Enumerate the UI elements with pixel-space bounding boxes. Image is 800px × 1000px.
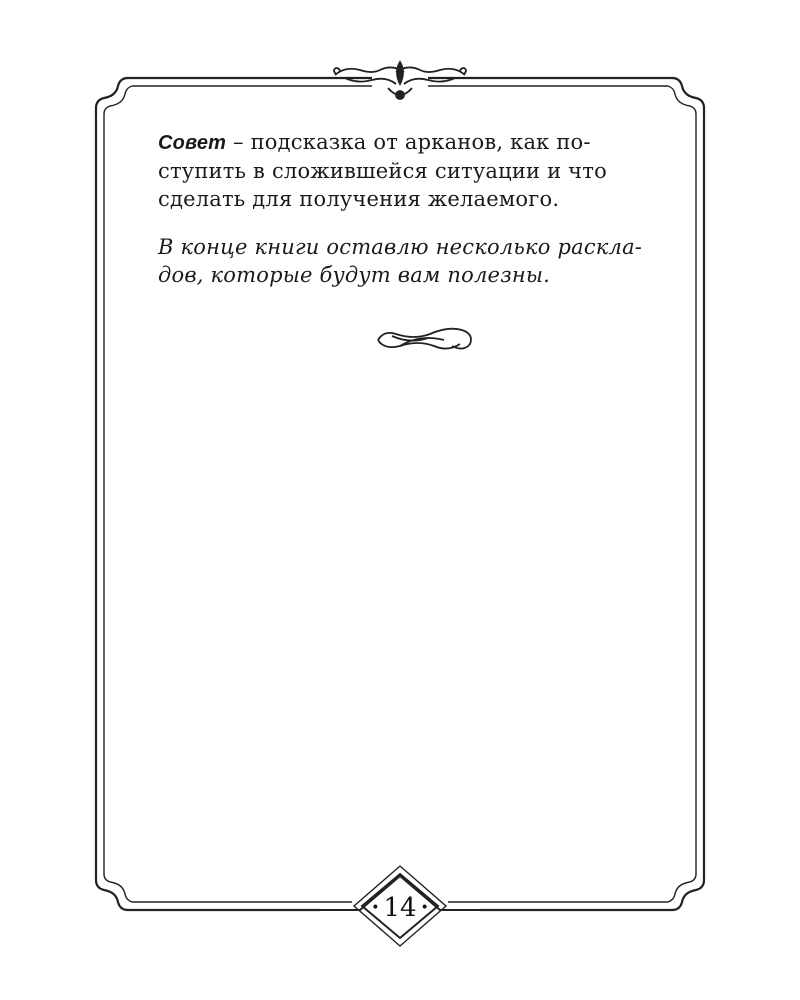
term-advice: Совет <box>158 132 227 154</box>
spreads-note-paragraph <box>158 233 698 289</box>
dot-icon: • <box>371 900 380 916</box>
page-text <box>158 128 698 289</box>
paragraph-text: – подсказка от арканов, как по- <box>226 130 591 154</box>
dot-icon: • <box>420 900 429 916</box>
page-number-value: 14 <box>383 893 417 923</box>
paragraph-line: дов, которые будут вам полезны. <box>158 263 551 287</box>
advice-paragraph <box>158 128 698 213</box>
paragraph-line: В конце книги оставлю несколько раскла- <box>158 235 643 259</box>
page-number <box>360 880 440 936</box>
paragraph-line: сделать для получения желаемого. <box>158 187 560 211</box>
section-divider-icon <box>378 329 471 349</box>
paragraph-line <box>158 128 698 157</box>
top-flourish-icon <box>334 62 466 99</box>
paragraph-line: ступить в сложившейся ситуации и что <box>158 159 607 183</box>
